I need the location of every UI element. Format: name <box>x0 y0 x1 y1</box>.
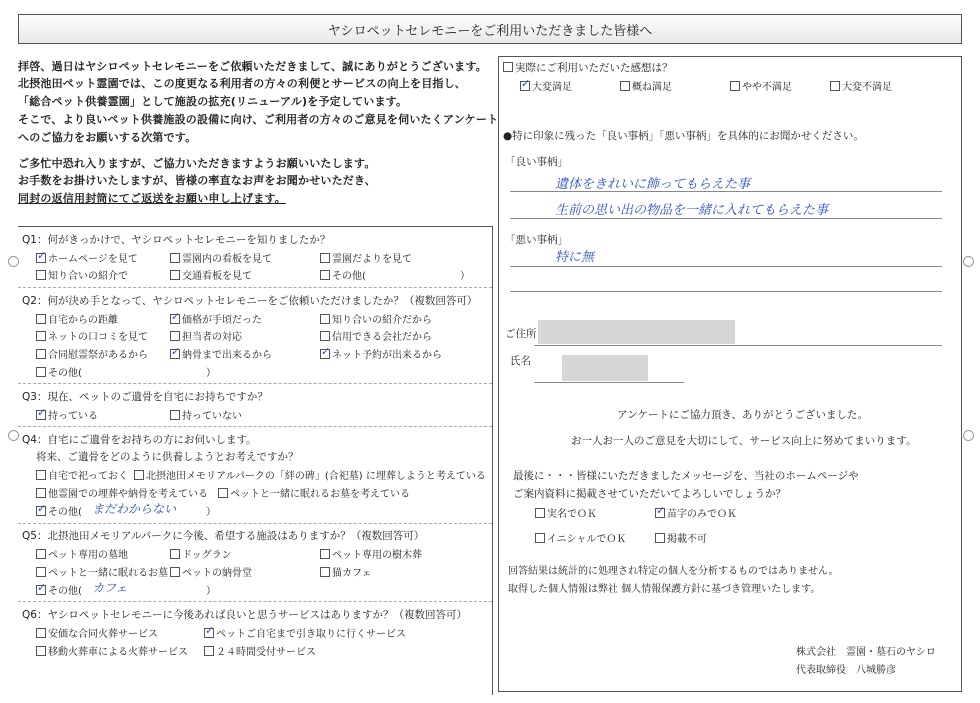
q1-option[interactable] <box>170 267 252 282</box>
publish-question: ご案内資料に掲載させていただいてよろしいでしょうか？ <box>513 488 786 500</box>
checkbox[interactable] <box>134 470 144 480</box>
option-label: 持っていない <box>182 411 242 422</box>
q2-option[interactable] <box>36 346 148 361</box>
checkbox[interactable] <box>320 253 330 263</box>
intro-line: ご多忙中恐れ入りますが、ご協力いただきますようお願いいたします。 <box>18 157 376 170</box>
intro-line: そこで、より良いペット供養施設の設備に向け、ご利用者の方々のご意見を伺いたくアンケート <box>18 113 499 126</box>
intro-line: 北摂池田ペット霊園では、この度更なる利用者の方々の利便とサービスの向上を目指し、 <box>18 77 466 90</box>
checkbox[interactable] <box>170 549 180 559</box>
satisfaction-option[interactable] <box>620 78 672 93</box>
option-label: 知り合いの紹介で <box>48 271 128 282</box>
intro-line: 「総合ペット供養霊園」として施設の拡充(リニューアル)を予定しています。 <box>18 95 408 108</box>
option-label: 猫カフェ <box>332 568 372 579</box>
checkbox[interactable] <box>36 410 46 420</box>
q5-option[interactable] <box>36 582 82 597</box>
option-label: 霊園だよりを見て <box>332 254 412 265</box>
option-label: 苗字のみでＯＫ <box>667 509 737 520</box>
option-label: ペット専用の墓地 <box>48 550 128 561</box>
divider <box>18 287 492 288</box>
option-label: その他( <box>48 507 82 518</box>
option-label: 大変満足 <box>532 82 572 93</box>
q1-option[interactable] <box>320 267 366 282</box>
q2-option[interactable] <box>170 346 272 361</box>
divider <box>18 383 492 384</box>
q3-option[interactable] <box>36 407 98 422</box>
option-label: ネット予約が出来るから <box>332 350 442 361</box>
q1-label: Q1：何がきっかけで、ヤシロペットセレモニーを知りましたか？ <box>22 234 331 246</box>
q3-option[interactable] <box>170 407 242 422</box>
option-label: 知り合いの紹介だから <box>332 315 432 326</box>
q2-option[interactable] <box>320 311 432 326</box>
satisfaction-option[interactable] <box>520 78 572 93</box>
q5-option[interactable] <box>36 546 128 561</box>
checkbox[interactable] <box>36 646 46 656</box>
checkbox[interactable] <box>620 81 630 91</box>
option-label: 他霊園での埋葬や納骨を考えている <box>48 489 208 500</box>
checkbox[interactable] <box>535 508 545 518</box>
q2-option[interactable] <box>36 364 82 379</box>
bad-label: 「悪い事柄」 <box>505 234 568 246</box>
survey-title <box>18 14 962 44</box>
checkbox[interactable] <box>320 270 330 280</box>
option-label: 安価な合同火葬サービス <box>48 629 158 640</box>
option-label: ドッグラン <box>182 550 232 561</box>
q5-label: Q5：北摂池田メモリアルパークに今後、希望する施設はありますか？（複数回答可） <box>22 530 425 542</box>
publish-option[interactable] <box>655 505 737 520</box>
question-text: 実際にご利用いただいた感想は？ <box>515 62 673 74</box>
option-label: 自宅で祀っておく <box>48 471 128 482</box>
option-label: その他( <box>48 586 82 597</box>
option-label: その他( <box>48 368 82 379</box>
q5-option[interactable] <box>320 564 372 579</box>
option-label: 納骨まで出来るから <box>182 350 272 361</box>
q1-option[interactable] <box>36 250 138 265</box>
title-text: ヤシロペットセレモニーをご利用いただきました皆様へ <box>327 23 653 39</box>
publish-option[interactable] <box>535 505 597 520</box>
option-label: ペット専用の樹木葬 <box>332 550 422 561</box>
answer-line <box>510 218 942 219</box>
company-name: 株式会社 霊園・墓石のヤシロ <box>796 647 936 658</box>
q1-option[interactable] <box>36 267 128 282</box>
q1-option[interactable] <box>170 250 272 265</box>
redacted-name <box>562 355 648 381</box>
divider <box>18 601 492 602</box>
checkbox[interactable] <box>36 628 46 638</box>
good-answer[interactable]: 生前の思い出の物品を一緒に入れてもらえた事 <box>555 203 829 218</box>
q4-handwritten-answer[interactable]: まだわからない <box>92 502 177 516</box>
checkbox <box>503 62 513 72</box>
checkbox[interactable] <box>170 270 180 280</box>
privacy-note: 回答結果は統計的に処理され特定の個人を分析するものではありません。 <box>508 566 839 577</box>
q2-option[interactable] <box>36 328 148 343</box>
checkbox[interactable] <box>170 567 180 577</box>
option-label: ペットと一緒に眠れるお墓 <box>48 568 168 579</box>
checkbox[interactable] <box>535 533 545 543</box>
impression-question <box>503 128 864 143</box>
q5-option[interactable] <box>170 546 232 561</box>
name-label: 氏名 <box>510 355 531 367</box>
address-label: ご住所 <box>505 328 537 340</box>
paren-close: ） <box>460 271 470 282</box>
option-label: 信用できる会社だから <box>332 332 432 343</box>
q6-option[interactable] <box>204 643 316 658</box>
answer-line <box>534 382 684 383</box>
answer-line <box>510 266 942 267</box>
checkbox[interactable] <box>320 549 330 559</box>
checkbox[interactable] <box>36 253 46 263</box>
checkbox[interactable] <box>36 314 46 324</box>
q2-option[interactable] <box>320 346 442 361</box>
punch-hole <box>963 430 974 441</box>
divider <box>18 523 492 524</box>
option-label: 実名でＯＫ <box>547 509 597 520</box>
bad-answer[interactable]: 特に無 <box>555 250 595 265</box>
paren-close: ） <box>206 586 216 597</box>
divider <box>18 426 492 427</box>
option-label: 担当者の対応 <box>182 332 242 343</box>
option-label: 概ね満足 <box>632 82 672 93</box>
punch-hole <box>963 256 974 267</box>
ceo-name: 代表取締役 八城勝彦 <box>796 665 896 676</box>
option-label: 大変不満足 <box>842 82 892 93</box>
publish-option[interactable] <box>535 530 626 545</box>
q2-label: Q2：何が決め手となって、ヤシロペットセレモニーをご依頼いただけましたか？（複数回答可） <box>22 295 478 307</box>
q6-option[interactable] <box>204 625 406 640</box>
satisfaction-question <box>503 60 673 75</box>
publish-question: 最後に・・・皆様にいただきましたメッセージを、当社のホームページや <box>513 470 859 482</box>
option-label: ネットの口コミを見て <box>48 332 148 343</box>
intro-line: 同封の返信用封筒にてご返送をお願い申し上げます。 <box>18 192 286 205</box>
privacy-note: 取得した個人情報は弊社 個人情報保護方針に基づき管理いたします。 <box>508 584 821 595</box>
option-label: 移動火葬車による火葬サービス <box>48 647 188 658</box>
checkbox[interactable] <box>36 488 46 498</box>
checkbox[interactable] <box>36 367 46 377</box>
thanks-line: アンケートにご協力頂き、ありがとうございました。 <box>617 409 868 421</box>
q4-option[interactable] <box>134 467 486 482</box>
checkbox[interactable] <box>36 549 46 559</box>
checkbox[interactable] <box>170 331 180 341</box>
paren-close: ） <box>206 368 216 379</box>
checkbox[interactable] <box>830 81 840 91</box>
q4-option[interactable] <box>36 485 208 500</box>
option-label: 自宅からの距離 <box>48 315 118 326</box>
thanks-line: お一人お一人のご意見を大切にして、サービス向上に努めてまいります。 <box>571 435 917 447</box>
option-label: ペットと一緒に眠れるお墓を考えている <box>230 489 410 500</box>
option-label: 合同慰霊祭があるから <box>48 350 148 361</box>
q4-label2: 将来、ご遺骨をどのように供養しようとお考えですか？ <box>36 451 299 463</box>
checkbox[interactable] <box>36 270 46 280</box>
intro-line: へのご協力をお願いする次第です。 <box>18 131 197 144</box>
q5-option[interactable] <box>320 546 422 561</box>
q2-option[interactable] <box>170 311 262 326</box>
question-text: 特に印象に残った「良い事柄」「悪い事柄」を具体的にお聞かせください。 <box>512 130 864 142</box>
q4-option[interactable] <box>36 467 128 482</box>
q1-option[interactable] <box>320 250 412 265</box>
checkbox[interactable] <box>218 488 228 498</box>
q6-option[interactable] <box>36 625 158 640</box>
checkbox[interactable] <box>320 331 330 341</box>
option-label: ペットの納骨堂 <box>182 568 252 579</box>
checkbox[interactable] <box>36 331 46 341</box>
q5-handwritten-answer[interactable]: カフェ <box>92 581 128 595</box>
checkbox[interactable] <box>320 314 330 324</box>
q3-label: Q3：現在、ペットのご遺骨を自宅にお持ちですか？ <box>22 391 268 403</box>
checkbox[interactable] <box>320 349 330 359</box>
q6-label: Q6：ヤシロペットセレモニーに今後あれば良いと思うサービスはありますか？（複数回答可） <box>22 609 468 621</box>
checkbox[interactable] <box>320 567 330 577</box>
q5-option[interactable] <box>170 564 252 579</box>
q2-option[interactable] <box>170 328 242 343</box>
option-label: ２４時間受付サービス <box>216 647 316 658</box>
answer-line <box>534 345 942 346</box>
checkbox[interactable] <box>170 410 180 420</box>
checkbox[interactable] <box>36 585 46 595</box>
option-label: ペットご自宅まで引き取りに行くサービス <box>216 629 406 640</box>
q4-option[interactable] <box>218 485 410 500</box>
good-label: 「良い事柄」 <box>505 156 568 168</box>
option-label: 北摂池田メモリアルパークの「絆の碑」(合祀墓) に埋葬しようと考えている <box>146 471 486 482</box>
satisfaction-option[interactable] <box>730 78 792 93</box>
bullet-icon: ● <box>503 130 513 142</box>
checkbox[interactable] <box>204 628 214 638</box>
option-label: やや不満足 <box>742 82 792 93</box>
q2-option[interactable] <box>320 328 432 343</box>
checkbox[interactable] <box>520 81 530 91</box>
option-label: 掲載不可 <box>667 534 707 545</box>
checkbox[interactable] <box>655 533 665 543</box>
checkbox[interactable] <box>170 349 180 359</box>
publish-option[interactable] <box>655 530 707 545</box>
option-label: 持っている <box>48 411 98 422</box>
q5-option[interactable] <box>36 564 168 579</box>
option-label: イニシャルでＯＫ <box>547 534 627 545</box>
option-label: 霊園内の看板を見て <box>182 254 272 265</box>
checkbox[interactable] <box>170 253 180 263</box>
paren-close: ） <box>206 507 216 518</box>
checkbox[interactable] <box>36 349 46 359</box>
checkbox[interactable] <box>655 508 665 518</box>
intro-line: お手数をお掛けいたしますが、皆様の率直なお声をお聞かせいただき、 <box>18 174 376 187</box>
answer-line <box>510 291 942 292</box>
q2-option[interactable] <box>36 311 118 326</box>
answer-line <box>510 191 942 192</box>
q6-option[interactable] <box>36 643 188 658</box>
redacted-address <box>538 320 735 344</box>
option-label: ホームページを見て <box>48 254 138 265</box>
intro-line: 拝啓、過日はヤシロペットセレモニーをご依頼いただきまして、誠にありがとうございます。 <box>18 60 487 73</box>
good-answer[interactable]: 遺体をきれいに飾ってもらえた事 <box>555 177 751 192</box>
checkbox[interactable] <box>36 470 46 480</box>
q4-label: Q4：自宅にご遺骨をお持ちの方にお伺いします。 <box>22 434 257 446</box>
option-label: その他( <box>332 271 366 282</box>
option-label: 価格が手頃だった <box>182 315 262 326</box>
checkbox[interactable] <box>170 314 180 324</box>
option-label: 交通看板を見て <box>182 271 252 282</box>
checkbox[interactable] <box>204 646 214 656</box>
q4-option[interactable] <box>36 503 82 518</box>
checkbox[interactable] <box>36 506 46 516</box>
checkbox[interactable] <box>730 81 740 91</box>
checkbox[interactable] <box>36 567 46 577</box>
satisfaction-option[interactable] <box>830 78 892 93</box>
